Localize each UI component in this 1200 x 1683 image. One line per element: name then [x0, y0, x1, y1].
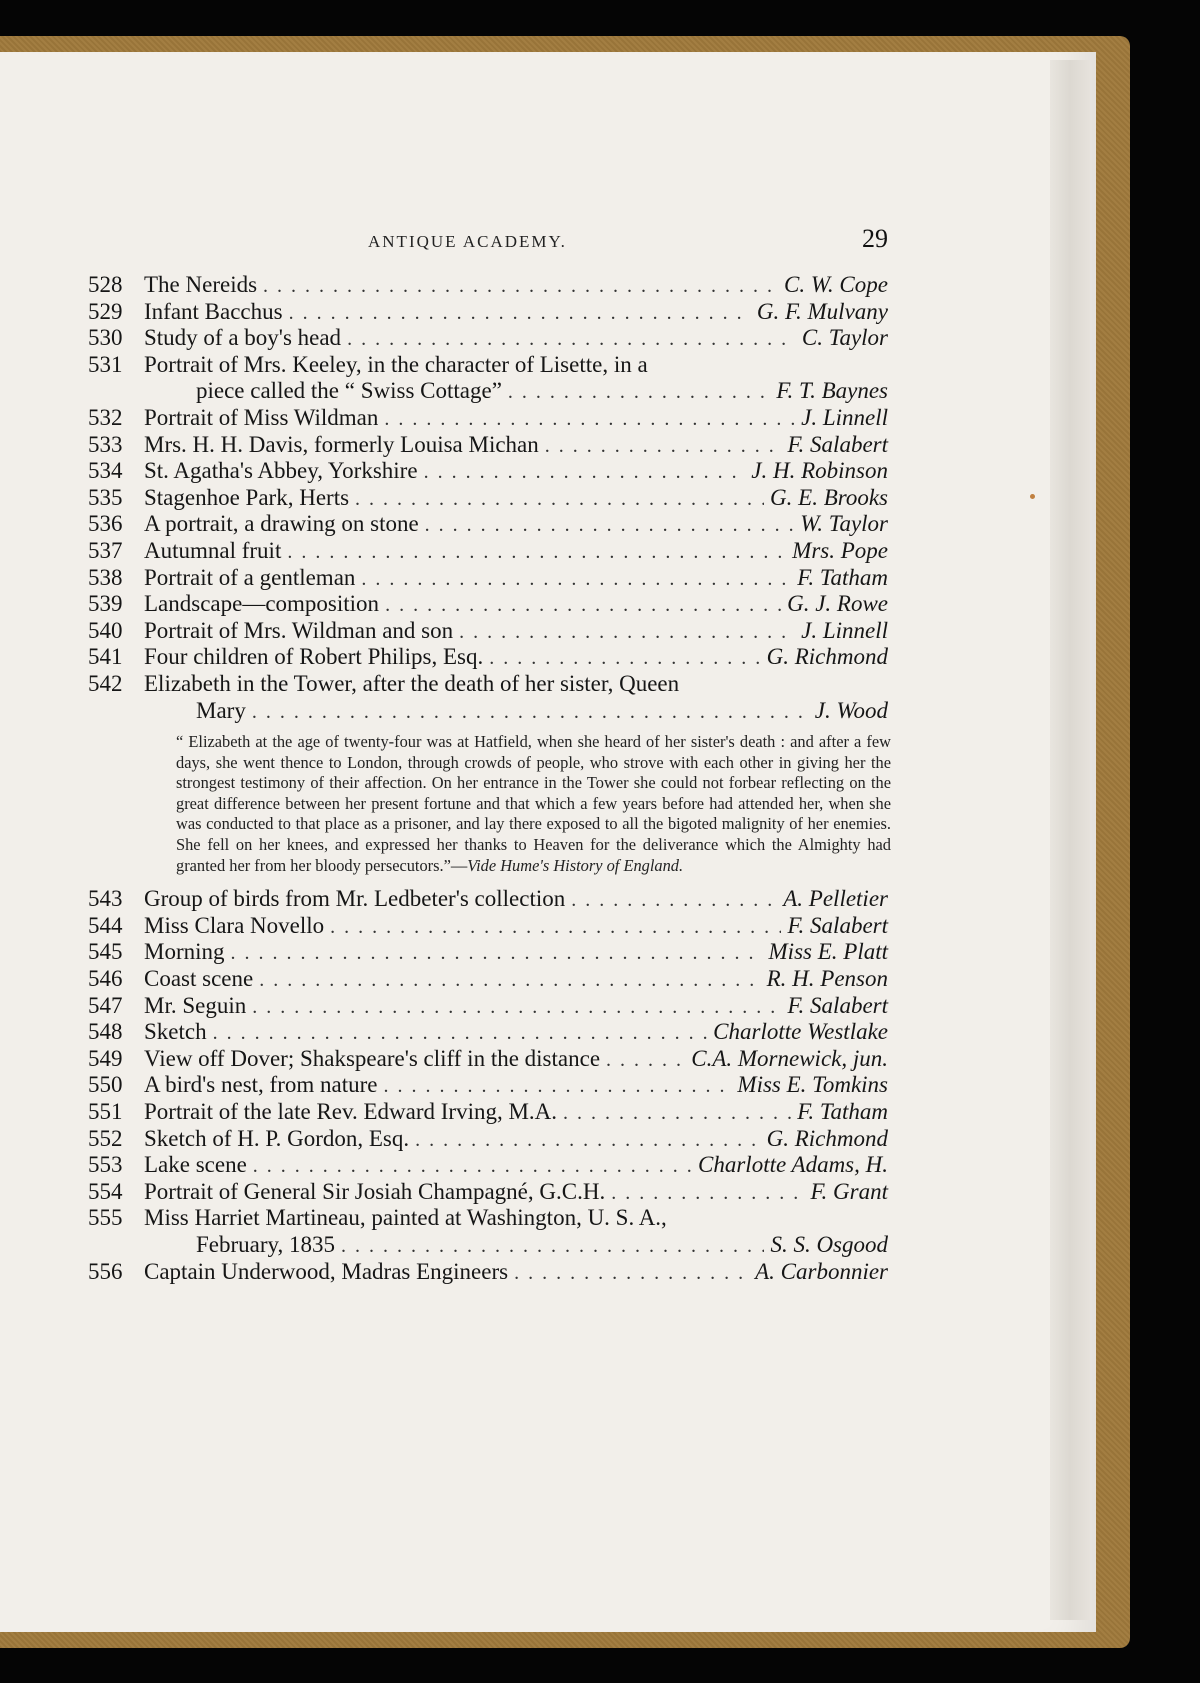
entry-artist: F. Salabert	[787, 912, 888, 938]
entry-artist: R. H. Penson	[766, 966, 888, 992]
entry-number: 531	[88, 351, 123, 377]
entry-title: The Nereids	[144, 272, 258, 297]
entry-title: Captain Underwood, Madras Engineers	[144, 1258, 509, 1284]
entry-artist: F. Salabert	[787, 992, 888, 1018]
dot-leader	[383, 1073, 731, 1100]
entry-line	[88, 325, 888, 352]
entry-number: 544	[88, 912, 123, 938]
catalogue-entry	[88, 618, 888, 645]
entry-number: 536	[88, 511, 123, 537]
dot-leader	[259, 967, 760, 994]
entry-number: 535	[88, 484, 123, 510]
note-text: “ Elizabeth at the age of twenty-four was at Hatfield, when she heard of her sister's death : and after a few days, she went thence to London, through crowds of people, who strove with each other in giving her the strongest testimony of their affection. On her entrance in the Tower she could not forbear reflecting on the great difference between her present fortune and that which a few years before had attended her, when she was conducted to that place as a prisoner, and lay there exposed to all the bigoted malignity of her enemies. She fell on her knees, and expressed her thanks to Heaven for the deliverance which the Almighty had granted her from her bloody persecutors.”—	[176, 732, 891, 875]
catalogue-entry	[88, 272, 888, 299]
catalogue-entry	[88, 1019, 888, 1046]
dot-leader	[384, 406, 795, 433]
catalogue-entry	[88, 939, 888, 966]
catalogue-entry	[88, 432, 888, 459]
entry-artist: F. T. Baynes	[776, 378, 888, 404]
entry-line	[88, 538, 888, 565]
catalogue-entry	[88, 913, 888, 940]
entry-number: 529	[88, 298, 123, 324]
entry-number: 540	[88, 617, 123, 643]
dot-leader	[489, 645, 760, 672]
entry-artist: C.A. Mornewick, jun.	[691, 1045, 888, 1071]
entry-number: 553	[88, 1152, 123, 1178]
catalogue-entry	[88, 485, 888, 512]
dot-leader	[459, 619, 795, 646]
dot-leader	[545, 433, 782, 460]
entry-line	[88, 644, 888, 671]
entry-title: Portrait of the late Rev. Edward Irving, M.A.	[144, 1099, 558, 1124]
entry-artist: Charlotte Adams, H.	[698, 1152, 888, 1178]
dot-leader	[424, 459, 746, 486]
catalogue-entry	[88, 1179, 888, 1206]
dot-leader	[252, 699, 809, 726]
dot-leader	[571, 887, 777, 914]
entry-line	[88, 886, 888, 913]
dot-leader	[355, 486, 764, 513]
entry-title: Four children of Robert Philips, Esq.	[144, 644, 484, 670]
entry-number: 534	[88, 458, 123, 484]
entry-line	[88, 458, 888, 485]
entry-title: A bird's nest, from nature	[144, 1072, 378, 1098]
entry-title: Lake scene	[144, 1152, 247, 1178]
entry-artist: J. Wood	[814, 697, 888, 723]
dot-leader	[213, 1020, 708, 1047]
entry-artist: G. F. Mulvany	[756, 298, 888, 324]
catalogue-entries	[88, 272, 891, 1285]
entry-title: Miss Clara Novello	[144, 912, 325, 938]
catalogue-entry	[88, 1259, 888, 1286]
entry-title: Portrait of Mrs. Keeley, in the character of Lisette, in a	[144, 351, 648, 377]
entry-artist: Mrs. Pope	[792, 537, 888, 563]
catalogue-entry	[88, 1126, 888, 1153]
entry-artist: Charlotte Westlake	[713, 1019, 888, 1045]
entry-line	[88, 405, 888, 432]
dot-leader	[287, 539, 786, 566]
dot-leader	[361, 566, 791, 593]
entry-title: Sketch of H. P. Gordon, Esq.	[144, 1125, 410, 1151]
entry-number: 543	[88, 886, 123, 912]
catalogue-entry	[88, 405, 888, 432]
entry-line-continued	[88, 378, 888, 405]
dot-leader	[508, 379, 770, 406]
entry-artist: G. Richmond	[766, 1125, 888, 1151]
entry-number: 551	[88, 1099, 123, 1124]
entry-line	[88, 1205, 888, 1232]
entry-title: View off Dover; Shakspeare's cliff in the distance	[144, 1045, 601, 1071]
entry-line	[88, 671, 888, 698]
entry-line	[88, 511, 888, 538]
catalogue-entry	[88, 511, 888, 538]
entry-title: Portrait of Mrs. Wildman and son	[144, 617, 454, 643]
catalogue-entry	[88, 538, 888, 565]
entry-line	[88, 299, 888, 326]
dot-leader	[253, 1153, 692, 1180]
entry-title: Portrait of a gentleman	[144, 564, 356, 590]
entry-line	[88, 913, 888, 940]
catalogue-entry	[88, 1072, 888, 1099]
entry-number: 548	[88, 1019, 123, 1045]
entry-line	[88, 1126, 888, 1153]
dot-leader	[385, 592, 781, 619]
catalogue-entry	[88, 1205, 888, 1258]
dot-leader	[415, 1127, 760, 1154]
entry-line	[88, 591, 888, 618]
entry-artist: F. Grant	[810, 1178, 888, 1204]
entry-title: St. Agatha's Abbey, Yorkshire	[144, 458, 418, 484]
entry-title: Autumnal fruit	[144, 537, 282, 563]
catalogue-entry	[88, 565, 888, 592]
dot-leader	[330, 914, 781, 941]
entry-artist: F. Tatham	[797, 564, 888, 590]
entry-line	[88, 485, 888, 512]
entry-line	[88, 352, 888, 379]
entry-line	[88, 565, 888, 592]
entry-line	[88, 1046, 888, 1073]
catalogue-entry	[88, 886, 888, 913]
dot-leader	[341, 1233, 764, 1260]
entry-title-continued: February, 1835	[196, 1231, 336, 1257]
entry-number: 538	[88, 564, 123, 590]
catalogue-entry	[88, 993, 888, 1020]
entry-number: 555	[88, 1205, 123, 1231]
entry-artist: A. Carbonnier	[755, 1258, 888, 1284]
entry-line-continued	[88, 698, 888, 725]
entry-number: 528	[88, 272, 123, 297]
catalogue-entry	[88, 352, 888, 405]
entry-title: Morning	[144, 939, 225, 965]
entry-artist: C. Taylor	[801, 325, 888, 351]
entry-number: 542	[88, 670, 123, 696]
entry-artist: J. Linnell	[801, 404, 888, 430]
entry-line	[88, 432, 888, 459]
catalogue-entry	[88, 1152, 888, 1179]
entry-title: Mrs. H. H. Davis, formerly Louisa Michan	[144, 431, 539, 457]
entry-line	[88, 993, 888, 1020]
entry-artist: A. Pelletier	[783, 886, 888, 912]
entry-line	[88, 966, 888, 993]
dot-leader	[231, 940, 763, 967]
catalogue-entry	[88, 644, 888, 671]
entry-artist: F. Salabert	[787, 431, 888, 457]
entry-line	[88, 1259, 888, 1286]
entry-number: 556	[88, 1258, 123, 1284]
entry-title-continued: piece called the “ Swiss Cottage”	[196, 378, 502, 404]
entry-title: Portrait of Miss Wildman	[144, 404, 379, 430]
dot-leader	[289, 300, 751, 327]
catalogue-entry	[88, 1046, 888, 1073]
dot-leader	[514, 1260, 749, 1287]
page-edges	[1050, 60, 1090, 1620]
entry-title: Study of a boy's head	[144, 325, 342, 351]
dot-leader	[263, 273, 778, 300]
entry-line	[88, 272, 888, 299]
entry-artist: Miss E. Tomkins	[737, 1072, 888, 1098]
entry-title: A portrait, a drawing on stone	[144, 511, 419, 537]
entry-number: 550	[88, 1072, 123, 1098]
catalogue-entry	[88, 1099, 888, 1126]
entry-title: Miss Harriet Martineau, painted at Washington, U. S. A.,	[144, 1205, 667, 1231]
note-citation: Vide Hume's History of England.	[467, 855, 684, 875]
dot-leader	[347, 326, 796, 353]
entry-artist: J. Linnell	[801, 617, 888, 643]
entry-artist: S. S. Osgood	[770, 1231, 888, 1257]
dot-leader	[606, 1047, 685, 1074]
page-header	[88, 224, 888, 258]
entry-artist: F. Tatham	[797, 1099, 888, 1124]
entry-number: 537	[88, 537, 123, 563]
entry-line	[88, 1179, 888, 1206]
dot-leader	[252, 994, 781, 1021]
entry-artist: G. J. Rowe	[787, 591, 888, 617]
catalogue-entry	[88, 966, 888, 993]
catalogue-entry	[88, 458, 888, 485]
entry-number: 539	[88, 591, 123, 617]
entry-title-continued: Mary	[196, 697, 246, 723]
entry-line	[88, 1152, 888, 1179]
dot-leader	[425, 512, 795, 539]
entry-title: Portrait of General Sir Josiah Champagné, G.C.H.	[144, 1178, 606, 1204]
dot-leader	[563, 1100, 791, 1127]
catalogue-entry	[88, 591, 888, 618]
entry-line	[88, 1019, 888, 1046]
ink-mark	[1030, 494, 1035, 499]
entry-line	[88, 939, 888, 966]
entry-number: 541	[88, 644, 123, 670]
entry-number: 546	[88, 966, 123, 992]
running-head: ANTIQUE ACADEMY.	[368, 232, 567, 251]
entry-artist: G. E. Brooks	[770, 484, 888, 510]
entry-artist: J. H. Robinson	[751, 458, 888, 484]
entry-title: Mr. Seguin	[144, 992, 247, 1018]
entry-title: Landscape—composition	[144, 591, 380, 617]
entry-artist: W. Taylor	[800, 511, 888, 537]
entry-artist: C. W. Cope	[784, 272, 888, 297]
entry-title: Sketch	[144, 1019, 207, 1045]
entry-number: 532	[88, 404, 123, 430]
entry-number: 547	[88, 992, 123, 1018]
entry-number: 554	[88, 1178, 123, 1204]
catalogue-entry	[88, 299, 888, 326]
entry-number: 533	[88, 431, 123, 457]
entry-artist: G. Richmond	[766, 644, 888, 670]
entry-title: Group of birds from Mr. Ledbeter's collection	[144, 886, 566, 912]
entry-number: 552	[88, 1125, 123, 1151]
entry-line	[88, 1099, 888, 1126]
entry-number: 530	[88, 325, 123, 351]
entry-note	[176, 732, 891, 876]
entry-title: Coast scene	[144, 966, 254, 992]
catalogue-entry	[88, 671, 888, 724]
entry-number: 549	[88, 1045, 123, 1071]
page-number: 29	[862, 224, 888, 253]
entry-title: Infant Bacchus	[144, 298, 283, 324]
entry-artist: Miss E. Platt	[768, 939, 888, 965]
dot-leader	[611, 1180, 804, 1207]
entry-line-continued	[88, 1232, 888, 1259]
entry-title: Stagenhoe Park, Herts	[144, 484, 350, 510]
entry-title: Elizabeth in the Tower, after the death of her sister, Queen	[144, 670, 680, 696]
entry-line	[88, 1072, 888, 1099]
entry-line	[88, 618, 888, 645]
catalogue-entry	[88, 325, 888, 352]
entry-number: 545	[88, 939, 123, 965]
